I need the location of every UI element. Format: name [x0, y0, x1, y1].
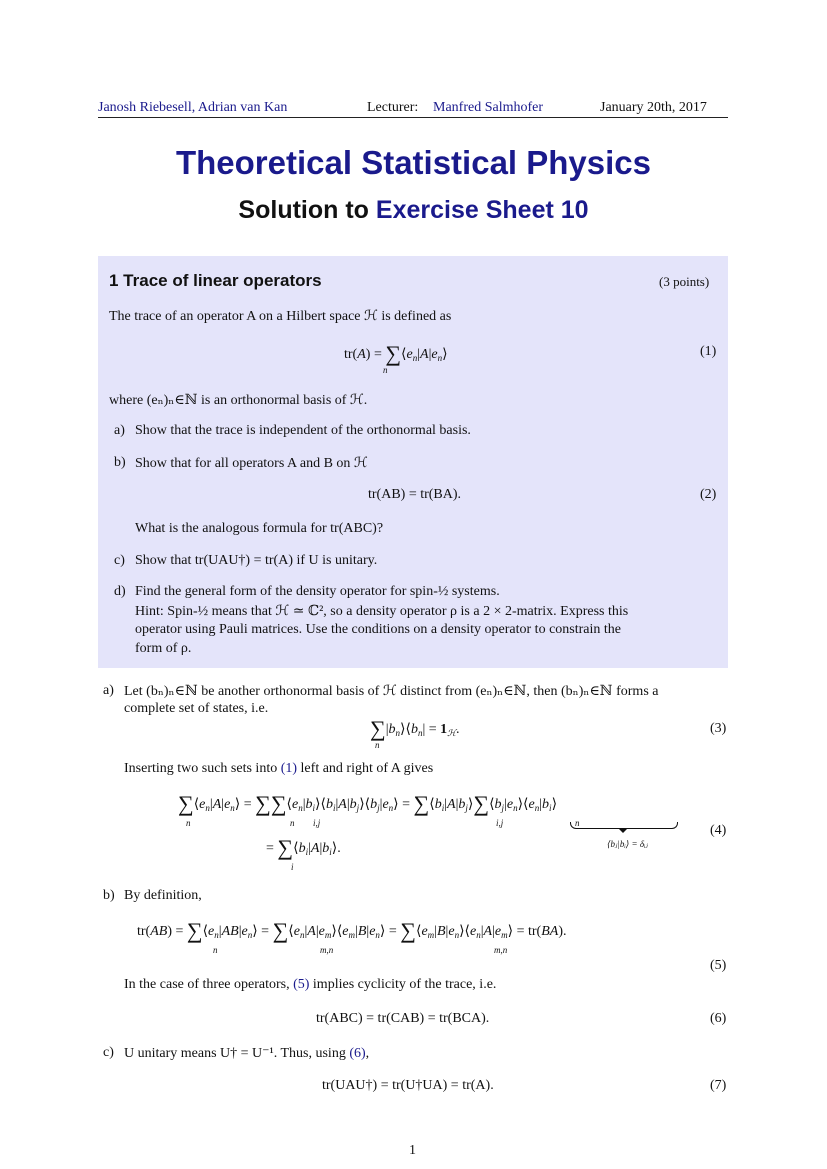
lecturer-name[interactable]: Manfred Salmhofer [433, 100, 544, 115]
solution-a-line-3-suffix: left and right of A gives [300, 761, 434, 776]
solution-a-line-1: Let (bₙ)ₙ∈ℕ be another orthonormal basis of ℋ distinct from (eₙ)ₙ∈ℕ, then (bₙ)ₙ∈ℕ forms a [124, 684, 659, 699]
date: January 20th, 2017 [600, 100, 707, 115]
eq4-index-ij1: i,j [313, 818, 321, 828]
eq6-reference-link[interactable]: (6) [349, 1046, 366, 1061]
eq4-index-n2: n [290, 818, 295, 828]
intro-text: The trace of an operator A on a Hilbert space ℋ is defined as [109, 309, 452, 324]
eq5-index-n: n [213, 945, 218, 955]
equation-4-line-2: = $\sum⟨b_i|A|b_i⟩$. [266, 835, 341, 860]
solution-c-line-1-prefix: U unitary means U† = U⁻¹. Thus, using [124, 1046, 346, 1061]
solution-b-line-2-suffix: implies cyclicity of the trace, i.e. [312, 977, 497, 992]
solution-b-label: b) [103, 888, 115, 903]
part-c-text: Show that tr(UAU†) = tr(A) if U is unitary. [135, 553, 378, 568]
subtitle-prefix: Solution to [238, 196, 369, 224]
solution-b-line-1: By definition, [124, 888, 202, 903]
hint-line-3: form of ρ. [135, 641, 192, 656]
part-a-text: Show that the trace is independent of the orthonormal basis. [135, 423, 471, 438]
solution-a-line-2: complete set of states, i.e. [124, 701, 269, 716]
page-number: 1 [409, 1143, 416, 1158]
eq4-index-ij2: i,j [496, 818, 504, 828]
hint-line-2: operator using Pauli matrices. Use the conditions on a density operator to constrain the [135, 622, 621, 637]
eq5-index-mn1: m,n [320, 945, 334, 955]
eq5-number: (5) [710, 958, 727, 973]
eq1-reference-link[interactable]: (1) [280, 761, 298, 776]
eq3-sum-index: n [375, 740, 380, 750]
lecturer-label: Lecturer: [367, 100, 419, 115]
header-rule [98, 117, 728, 118]
page-subtitle [0, 196, 827, 225]
solution-b-line-2 [124, 977, 496, 993]
part-b-text: Show that for all operators A and B on ℋ [135, 456, 368, 471]
part-c-label: c) [114, 553, 125, 568]
eq4-index-i: i [291, 862, 294, 872]
part-d-text: Find the general form of the density operator for spin-½ systems. [135, 584, 500, 599]
points: (3 points) [659, 274, 710, 289]
solution-c-line-1 [124, 1045, 369, 1062]
equation-7: tr(UAU†) = tr(U†UA) = tr(A). [322, 1078, 494, 1093]
part-a-label: a) [114, 423, 125, 438]
solution-c-line-1-suffix: , [365, 1046, 370, 1061]
underbrace-label: ⟨bⱼ|bᵢ⟩ = δᵢⱼ [607, 839, 648, 849]
part-d-label: d) [114, 584, 126, 599]
eq3-number: (3) [710, 721, 727, 736]
eq5-index-mn2: m,n [494, 945, 508, 955]
eq1-number: (1) [700, 344, 717, 359]
basis-text: where (eₙ)ₙ∈ℕ is an orthonormal basis of ℋ. [109, 393, 368, 408]
solution-b-line-2-prefix: In the case of three operators, [124, 977, 290, 992]
eq5-reference-link[interactable]: (5) [293, 977, 310, 992]
eq4-number: (4) [710, 823, 727, 838]
solution-a-label: a) [103, 683, 114, 698]
underbrace [570, 822, 678, 829]
part-b-label: b) [114, 455, 126, 470]
eq6-number: (6) [710, 1011, 727, 1026]
part-b-question: What is the analogous formula for tr(ABC)? [135, 521, 384, 536]
section-heading: 1 Trace of linear operators [109, 271, 322, 290]
solution-a-line-3-prefix: Inserting two such sets into [124, 761, 278, 776]
hint-line-1: Hint: Spin-½ means that ℋ ≃ ℂ², so a density operator ρ is a 2 × 2-matrix. Express this [135, 604, 629, 619]
eq4-index-n3: n [575, 818, 580, 828]
exercise-sheet-link[interactable]: Exercise Sheet 10 [375, 196, 589, 224]
equation-3: $\sum|b_n⟩⟨b_n| = 1_ℋ$. [370, 716, 460, 741]
page-title: Theoretical Statistical Physics [175, 144, 652, 181]
equation-2: tr(AB) = tr(BA). [368, 487, 462, 502]
equation-6: tr(ABC) = tr(CAB) = tr(BCA). [316, 1011, 490, 1026]
eq2-number: (2) [700, 487, 717, 502]
eq7-number: (7) [710, 1078, 727, 1093]
underbrace-tip [619, 829, 627, 833]
solution-c-label: c) [103, 1045, 114, 1060]
solution-a-line-3 [124, 761, 433, 777]
equation-1: $tr(A) = \sum⟨e_n|A|e_n⟩$ [344, 341, 448, 366]
eq4-index-n1: n [186, 818, 191, 828]
equation-4-line-1: $\sum⟨e_n|A|e_n⟩$ = $\sum\sum⟨e_n|b_i⟩⟨b_i|A|b_j⟩⟨b_j|e_n⟩$ = $\sum⟨b_i|A|b_j⟩\sum⟨b_j|e_n⟩⟨e_n|b_i⟩$ [178, 791, 558, 816]
authors[interactable]: Janosh Riebesell, Adrian van Kan [98, 100, 288, 115]
equation-5: $tr(AB) = \sum⟨e_n|AB|e_n⟩$ = $\sum⟨e_n|A|e_m⟩⟨e_m|B|e_n⟩$ = $\sum⟨e_m|B|e_n⟩⟨e_n|A|e_m⟩ = tr(BA)$. [137, 918, 567, 943]
eq1-sum-index: n [383, 365, 388, 375]
